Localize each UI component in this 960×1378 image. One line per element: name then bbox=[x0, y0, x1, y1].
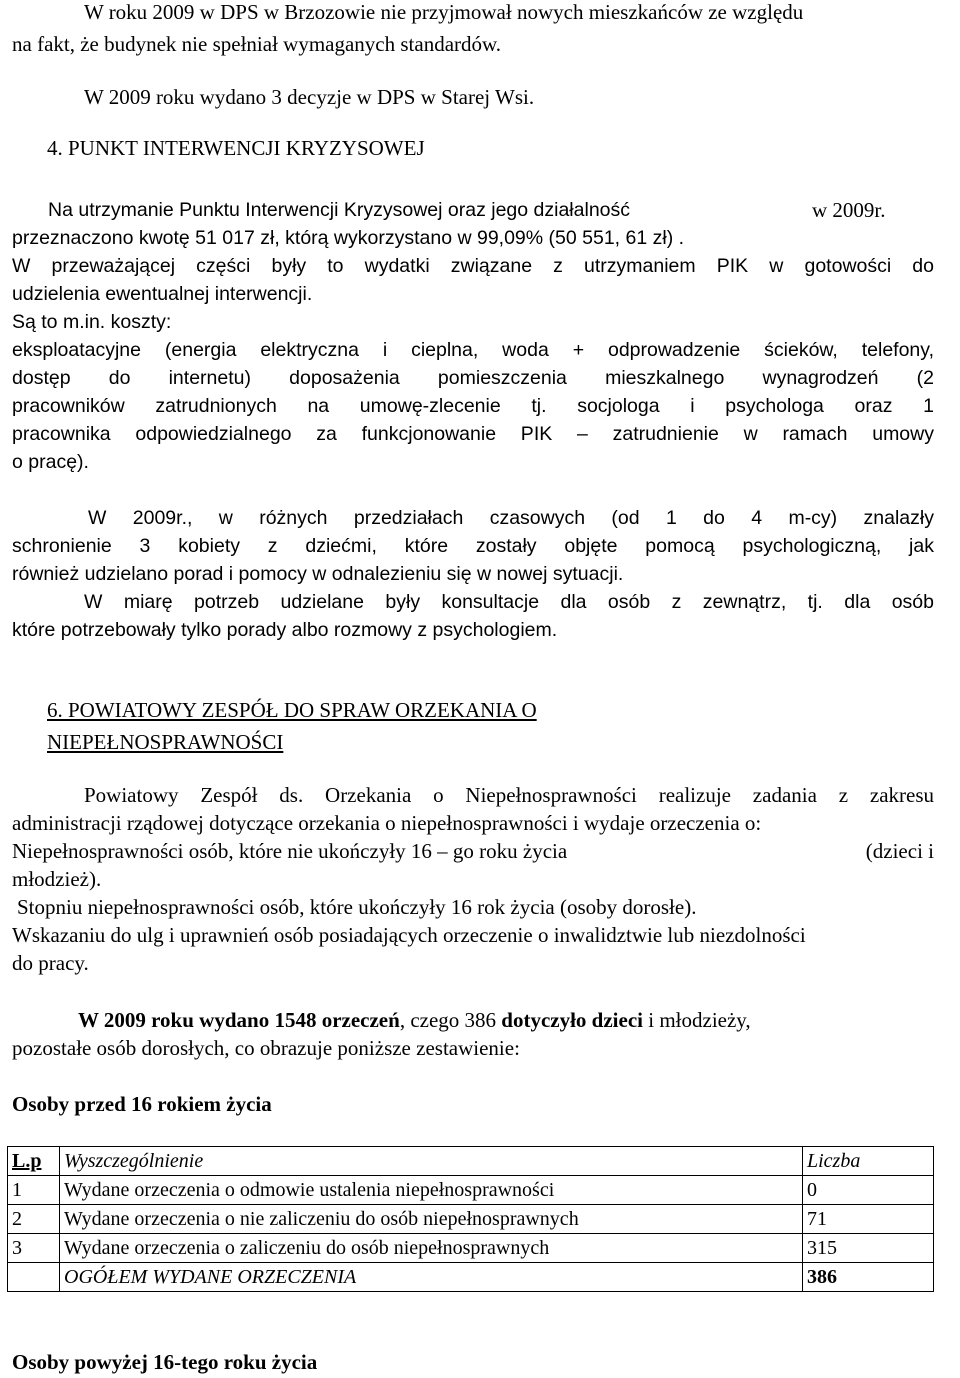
pzo-summary-mid1: , czego 386 bbox=[399, 1008, 502, 1032]
table-row bbox=[8, 1234, 934, 1263]
header-count: Liczba bbox=[803, 1147, 934, 1176]
table-row bbox=[8, 1176, 934, 1205]
total-lp-empty bbox=[8, 1263, 60, 1292]
table-row bbox=[8, 1205, 934, 1234]
total-label: OGÓŁEM WYDANE ORZECZENIA bbox=[60, 1263, 803, 1292]
dps-paragraph-line1: W roku 2009 w DPS w Brzozowie nie przyjmował nowych mieszkańców ze względu bbox=[84, 0, 804, 24]
pik-shelter-line2: schronienie 3 kobiety z dziećmi, które zostały objęte pomocą psychologiczną, jak bbox=[12, 535, 934, 557]
row-description: Wydane orzeczenia o odmowie ustalenia niepełnosprawności bbox=[60, 1176, 803, 1205]
pzo-children-text: Niepełnosprawności osób, które nie ukończyły 16 – go roku życia bbox=[12, 839, 568, 863]
total-value: 386 bbox=[803, 1263, 934, 1292]
header-lp: L.p bbox=[8, 1147, 60, 1176]
dps-decisions-line: W 2009 roku wydano 3 decyzje w DPS w Starej Wsi. bbox=[84, 85, 535, 109]
section-6-title-line1: 6. POWIATOWY ZESPÓŁ DO SPRAW ORZEKANIA O bbox=[47, 698, 537, 722]
row-description: Wydane orzeczenia o nie zaliczeniu do osób niepełnosprawnych bbox=[60, 1205, 803, 1234]
pzo-summary-line1 bbox=[78, 1006, 934, 1034]
pzo-summary-bold2: dotyczyło dzieci bbox=[501, 1008, 643, 1032]
pzo-youth-line: młodzież). bbox=[12, 867, 102, 891]
pik-amount-line: przeznaczono kwotę 51 017 zł, którą wykorzystano w 99,09% (50 551, 61 zł) . bbox=[12, 227, 685, 249]
under-16-table bbox=[7, 1146, 934, 1292]
pik-costs-line5: o pracę). bbox=[12, 451, 89, 473]
pik-shelter-line1: W 2009r., w różnych przedziałach czasowych (od 1 do 4 m-cy) znalazły bbox=[88, 507, 934, 529]
pik-consult-line2: które potrzebowały tylko porady albo rozmowy z psychologiem. bbox=[12, 619, 558, 641]
pik-line1-text: Na utrzymanie Punktu Interwencji Kryzysowej oraz jego działalność bbox=[48, 199, 631, 221]
pik-costs-line3: pracowników zatrudnionych na umowę-zlecenie tj. socjologa i psychologa oraz 1 bbox=[12, 395, 934, 417]
pzo-adults-line: Stopniu niepełnosprawności osób, które ukończyły 16 rok życia (osoby dorosłe). bbox=[17, 895, 697, 919]
header-description: Wyszczególnienie bbox=[60, 1147, 803, 1176]
row-count: 71 bbox=[803, 1205, 934, 1234]
section-4-title: 4. PUNKT INTERWENCJI KRYZYSOWEJ bbox=[47, 136, 425, 160]
section-6-title-line2: NIEPEŁNOSPRAWNOŚCI bbox=[47, 730, 284, 754]
table-total-row bbox=[8, 1263, 934, 1292]
row-count: 0 bbox=[803, 1176, 934, 1205]
pik-expenses-line2: udzielenia ewentualnej interwencji. bbox=[12, 283, 313, 305]
row-lp: 1 bbox=[8, 1176, 60, 1205]
pik-shelter-line3: również udzielano porad i pomocy w odnalezieniu się w nowej sytuacji. bbox=[12, 563, 624, 585]
pik-costs-line1: eksploatacyjne (energia elektryczna i cieplna, woda + odprowadzenie ścieków, telefony, bbox=[12, 339, 934, 361]
pzo-children-line bbox=[12, 837, 934, 865]
pzo-benefits-line1: Wskazaniu do ulg i uprawnień osób posiadających orzeczenie o inwalidztwie lub niezdolności bbox=[12, 923, 806, 947]
row-count: 315 bbox=[803, 1234, 934, 1263]
pzo-children-suffix: (dzieci i bbox=[865, 839, 934, 863]
dps-paragraph-line2: na fakt, że budynek nie spełniał wymaganych standardów. bbox=[12, 32, 502, 56]
table-header-row bbox=[8, 1147, 934, 1176]
pik-consult-line1: W miarę potrzeb udzielane były konsultacje dla osób z zewnątrz, tj. dla osób bbox=[84, 591, 934, 613]
pik-costs-intro: Są to m.in. koszty: bbox=[12, 311, 172, 333]
subhead-under-16: Osoby przed 16 rokiem życia bbox=[12, 1092, 272, 1116]
pzo-intro-line2: administracji rządowej dotyczące orzekania o niepełnosprawności i wydaje orzeczenia o: bbox=[12, 811, 762, 835]
pzo-intro-line1: Powiatowy Zespół ds. Orzekania o Niepełnosprawności realizuje zadania z zakresu bbox=[84, 783, 934, 807]
pzo-benefits-line2: do pracy. bbox=[12, 951, 89, 975]
row-description: Wydane orzeczenia o zaliczeniu do osób niepełnosprawnych bbox=[60, 1234, 803, 1263]
subhead-over-16: Osoby powyżej 16-tego roku życia bbox=[12, 1350, 318, 1374]
pzo-summary-line2: pozostałe osób dorosłych, co obrazuje poniższe zestawienie: bbox=[12, 1036, 520, 1060]
pzo-summary-bold1: W 2009 roku wydano 1548 orzeczeń bbox=[78, 1008, 400, 1032]
pzo-summary-end1: i młodzieży, bbox=[643, 1008, 751, 1032]
pik-expenses-line1: W przeważającej części były to wydatki związane z utrzymaniem PIK w gotowości do bbox=[12, 255, 934, 277]
pik-line1 bbox=[48, 196, 934, 224]
row-lp: 2 bbox=[8, 1205, 60, 1234]
pik-line1-year: w 2009r. bbox=[812, 198, 886, 222]
pik-costs-line2: dostęp do internetu) doposażenia pomieszczenia mieszkalnego wynagrodzeń (2 bbox=[12, 367, 934, 389]
pik-costs-line4: pracownika odpowiedzialnego za funkcjonowanie PIK – zatrudnienie w ramach umowy bbox=[12, 423, 934, 445]
row-lp: 3 bbox=[8, 1234, 60, 1263]
